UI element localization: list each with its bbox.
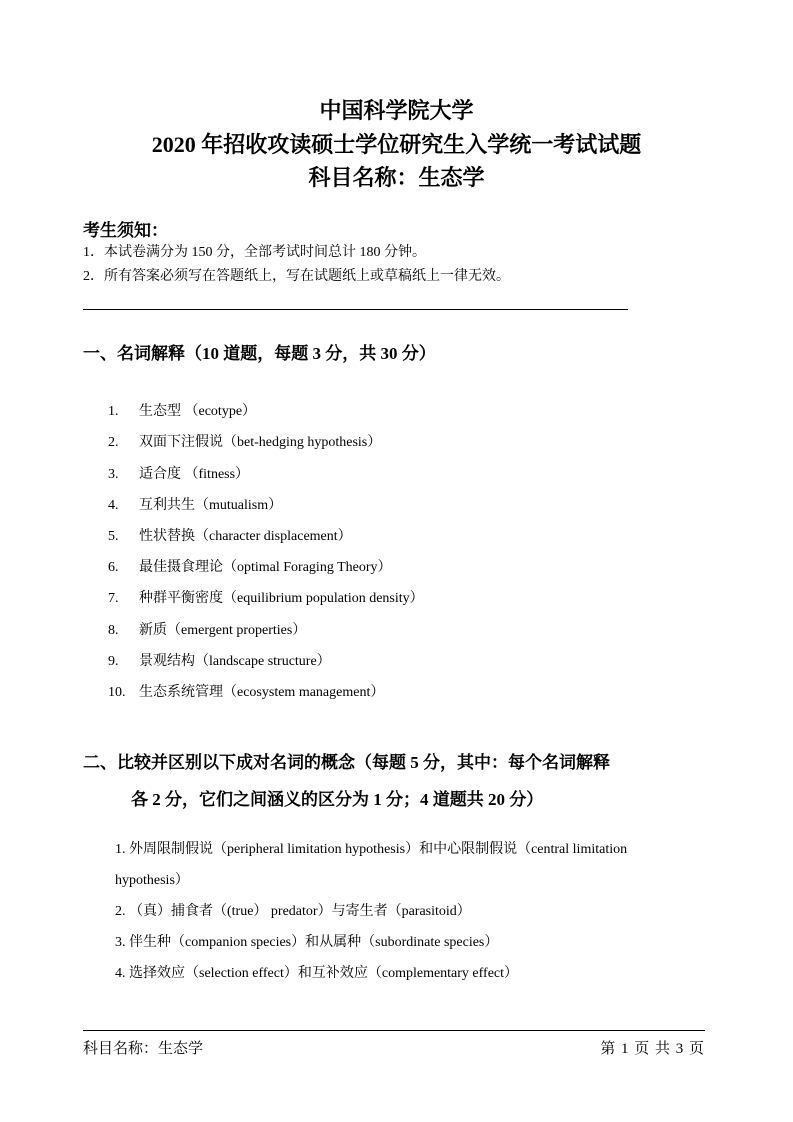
- term-number: 9.: [108, 654, 119, 669]
- compare-item-cont: hypothesis）: [115, 873, 189, 888]
- term-text: 新质（emergent properties）: [139, 623, 307, 638]
- compare-item: 2. （真）捕食者（(true） predator）与寄生者（parasitoid）: [115, 904, 471, 919]
- notice-heading: 考生须知：: [83, 221, 168, 240]
- term-number: 3.: [108, 467, 119, 482]
- term-text: 互利共生（mutualism）: [139, 498, 283, 513]
- footer-subject: 科目名称：生态学: [83, 1041, 204, 1057]
- term-number: 1.: [108, 404, 119, 419]
- term-number: 10.: [108, 685, 126, 700]
- university-title: 中国科学院大学: [319, 98, 474, 123]
- term-item: [108, 466, 249, 484]
- term-text: 适合度 （fitness）: [139, 467, 250, 482]
- term-text: 生态系统管理（ecosystem management）: [139, 685, 385, 700]
- notice-item: 2．所有答案必须写在答题纸上，写在试题纸上或草稿纸上一律无效。: [83, 269, 510, 284]
- term-text: 双面下注假说（bet-hedging hypothesis）: [139, 435, 382, 450]
- page-number: 第 1 页 共 3 页: [600, 1041, 705, 1057]
- term-item: [108, 528, 352, 546]
- term-number: 8.: [108, 623, 119, 638]
- term-text: 景观结构（landscape structure）: [139, 654, 331, 669]
- footer-divider: [83, 1030, 705, 1031]
- section1-heading: 一、名词解释（10 道题，每题 3 分，共 30 分）: [83, 344, 436, 363]
- exam-title: 2020 年招收攻读硕士学位研究生入学统一考试试题: [151, 132, 642, 157]
- compare-item: 3. 伴生种（companion species）和从属种（subordinate species）: [115, 935, 499, 950]
- term-text: 性状替换（character displacement）: [139, 529, 352, 544]
- term-number: 4.: [108, 498, 119, 513]
- compare-item: 4. 选择效应（selection effect）和互补效应（complementary effect）: [115, 966, 519, 981]
- section2-heading-cont: 各 2 分，它们之间涵义的区分为 1 分；4 道题共 20 分）: [131, 790, 544, 809]
- term-item: [108, 434, 381, 452]
- term-text: 最佳摄食理论（optimal Foraging Theory）: [139, 560, 392, 575]
- term-text: 种群平衡密度（equilibrium population density）: [139, 591, 424, 606]
- term-number: 5.: [108, 529, 119, 544]
- term-item: [108, 653, 331, 671]
- term-item: [108, 403, 256, 421]
- term-item: [108, 559, 392, 577]
- term-text: 生态型 （ecotype）: [139, 404, 257, 419]
- term-number: 6.: [108, 560, 119, 575]
- notice-item: 1．本试卷满分为 150 分，全部考试时间总计 180 分钟。: [83, 245, 426, 260]
- term-number: 2.: [108, 435, 119, 450]
- term-item: [108, 497, 282, 515]
- term-number: 7.: [108, 591, 119, 606]
- term-item: [108, 684, 384, 702]
- subject-title: 科目名称：生态学: [308, 165, 485, 190]
- term-item: [108, 622, 306, 640]
- term-item: [108, 590, 424, 608]
- compare-item: 1. 外周限制假说（peripheral limitation hypothesis）和中心限制假说（central limitation: [115, 842, 628, 857]
- section2-heading: 二、比较并区别以下成对名词的概念（每题 5 分，其中：每个名词解释: [83, 753, 610, 772]
- divider: [83, 309, 628, 310]
